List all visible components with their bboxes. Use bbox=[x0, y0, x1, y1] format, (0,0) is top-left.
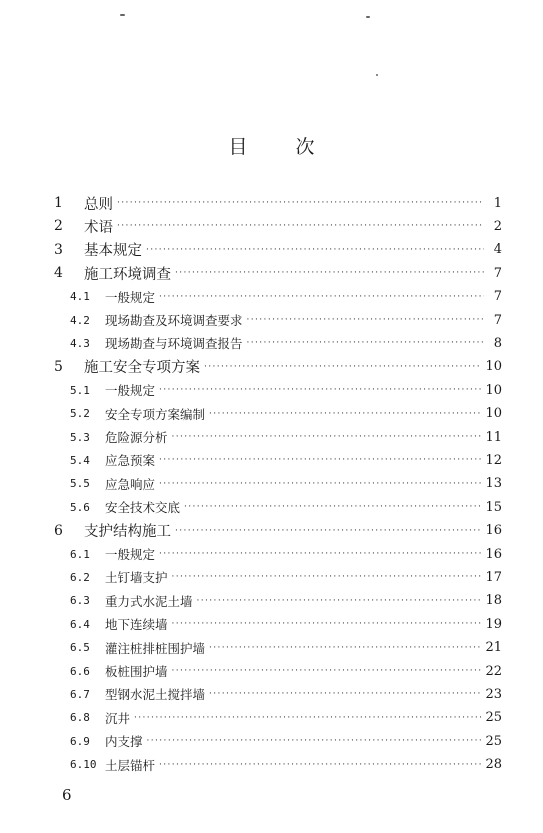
toc-section-entry[interactable] bbox=[70, 683, 502, 705]
toc-entry-number: 6.1 bbox=[70, 547, 90, 561]
toc-entry-page: 25 bbox=[485, 710, 502, 726]
toc-entry-number: 4.1 bbox=[70, 290, 90, 304]
page-title-char-2: 次 bbox=[295, 136, 315, 158]
scan-speck bbox=[366, 16, 370, 18]
dot-leader bbox=[172, 618, 482, 630]
toc-entry-page: 16 bbox=[485, 523, 502, 539]
dot-leader bbox=[172, 571, 482, 583]
toc-section-entry[interactable] bbox=[70, 449, 502, 471]
toc-entry-page: 15 bbox=[485, 499, 502, 515]
dot-leader bbox=[172, 431, 482, 443]
toc-entry-page: 13 bbox=[485, 476, 502, 492]
toc-entry-number: 6.2 bbox=[70, 570, 90, 584]
toc-entry-page: 25 bbox=[485, 733, 502, 749]
toc-entry-number: 4.3 bbox=[70, 336, 90, 350]
toc-chapter-entry[interactable] bbox=[52, 192, 502, 214]
toc-entry-title: 重力式水泥土墙 bbox=[105, 593, 193, 609]
toc-entry-number: 2 bbox=[54, 218, 63, 235]
dot-leader bbox=[117, 220, 484, 232]
dot-leader bbox=[159, 384, 481, 396]
toc-entry-title: 应急预案 bbox=[105, 453, 156, 469]
toc-section-entry[interactable] bbox=[70, 379, 502, 401]
toc-entry-number: 1 bbox=[54, 195, 63, 211]
toc-entry-page: 7 bbox=[493, 312, 502, 328]
toc-entry-title: 板桩围护墙 bbox=[105, 664, 168, 679]
dot-leader bbox=[117, 197, 484, 209]
toc-chapter-entry[interactable] bbox=[52, 356, 502, 378]
toc-entry-number: 3 bbox=[54, 241, 63, 258]
toc-entry-page: 2 bbox=[493, 218, 502, 234]
toc-entry-page: 17 bbox=[485, 569, 502, 585]
dot-leader bbox=[134, 712, 481, 724]
toc-section-entry[interactable] bbox=[70, 473, 502, 495]
toc-entry-number: 4.2 bbox=[70, 313, 90, 327]
dot-leader bbox=[159, 291, 484, 303]
dot-leader bbox=[197, 595, 482, 607]
toc-entry-number: 6 bbox=[54, 522, 63, 539]
toc-section-entry[interactable] bbox=[70, 403, 502, 425]
dot-leader bbox=[209, 642, 481, 654]
toc-entry-page: 22 bbox=[485, 663, 502, 679]
toc-entry-page: 1 bbox=[493, 195, 502, 211]
toc-entry-title: 支护结构施工 bbox=[84, 524, 171, 541]
toc-entry-title: 一般规定 bbox=[105, 289, 156, 305]
dot-leader bbox=[184, 501, 481, 513]
toc-section-entry[interactable] bbox=[70, 660, 502, 682]
toc-section-entry[interactable] bbox=[70, 707, 502, 729]
toc-entry-title: 安全专项方案编制 bbox=[105, 406, 206, 422]
footer-page-number: 6 bbox=[62, 786, 72, 804]
toc-entry-page: 8 bbox=[493, 335, 502, 351]
toc-section-entry[interactable] bbox=[70, 332, 502, 354]
dot-leader bbox=[159, 548, 481, 560]
toc-entry-title: 一般规定 bbox=[105, 547, 156, 562]
dot-leader bbox=[159, 478, 481, 490]
dot-leader bbox=[146, 244, 484, 256]
toc-entry-number: 5.3 bbox=[70, 430, 90, 444]
toc-entry-title: 土层锚杆 bbox=[105, 757, 156, 773]
scan-speck bbox=[376, 74, 378, 76]
toc-entry-page: 4 bbox=[493, 242, 502, 258]
toc-entry-title: 总则 bbox=[84, 196, 113, 213]
dot-leader bbox=[172, 665, 482, 677]
toc-entry-page: 19 bbox=[485, 616, 502, 632]
toc-section-entry[interactable] bbox=[70, 286, 502, 308]
dot-leader bbox=[209, 688, 481, 700]
toc-entry-title: 术语 bbox=[84, 219, 113, 236]
toc-section-entry[interactable] bbox=[70, 309, 502, 331]
toc-entry-title: 应急响应 bbox=[105, 476, 156, 492]
toc-entry-page: 21 bbox=[485, 640, 502, 656]
toc-entry-title: 现场勘查与环境调查报告 bbox=[105, 336, 243, 352]
dot-leader bbox=[247, 314, 484, 326]
toc-section-entry[interactable] bbox=[70, 426, 502, 448]
toc-entry-page: 7 bbox=[493, 265, 502, 281]
toc-chapter-entry[interactable] bbox=[52, 262, 502, 284]
scan-speck bbox=[120, 14, 125, 16]
dot-leader bbox=[247, 337, 484, 349]
toc-section-entry[interactable] bbox=[70, 637, 502, 659]
dot-leader bbox=[175, 525, 481, 537]
toc-entry-page: 10 bbox=[485, 382, 502, 398]
toc-entry-title: 沉井 bbox=[105, 710, 131, 726]
toc-entry-page: 11 bbox=[485, 429, 502, 445]
toc-chapter-entry[interactable] bbox=[52, 520, 502, 542]
toc-entry-number: 5.4 bbox=[70, 453, 90, 467]
toc-entry-page: 12 bbox=[485, 452, 502, 468]
toc-chapter-entry[interactable] bbox=[52, 239, 502, 261]
toc-entry-page: 7 bbox=[493, 289, 502, 305]
dot-leader bbox=[159, 759, 481, 771]
toc-entry-title: 基本规定 bbox=[84, 243, 142, 260]
toc-entry-title: 施工安全专项方案 bbox=[84, 360, 200, 377]
toc-entry-title: 现场勘查及环境调查要求 bbox=[105, 313, 243, 328]
toc-entry-number: 5.1 bbox=[70, 383, 90, 397]
toc-entry-number: 6.5 bbox=[70, 641, 90, 655]
toc-section-entry[interactable] bbox=[70, 543, 502, 565]
toc-section-entry[interactable] bbox=[70, 754, 502, 776]
toc-entry-number: 6.7 bbox=[70, 687, 90, 701]
toc-entry-page: 28 bbox=[485, 757, 502, 773]
dot-leader bbox=[159, 454, 481, 466]
toc-entry-number: 5 bbox=[54, 358, 63, 375]
toc-entry-title: 危险源分析 bbox=[105, 430, 168, 445]
toc-entry-title: 型钢水泥土搅拌墙 bbox=[105, 687, 206, 703]
toc-entry-page: 23 bbox=[485, 686, 502, 702]
toc-section-entry[interactable] bbox=[70, 590, 502, 612]
dot-leader bbox=[147, 735, 482, 747]
toc-entry-title: 地下连续墙 bbox=[105, 617, 168, 633]
toc-entry-number: 5.5 bbox=[70, 477, 90, 491]
toc-entry-number: 6.10 bbox=[70, 758, 97, 772]
toc-entry-number: 6.9 bbox=[70, 734, 90, 748]
toc-entry-page: 18 bbox=[485, 593, 502, 609]
toc-entry-title: 灌注桩排桩围护墙 bbox=[105, 640, 206, 656]
toc-entry-number: 6.6 bbox=[70, 664, 90, 678]
toc-section-entry[interactable] bbox=[70, 730, 502, 752]
dot-leader bbox=[204, 361, 481, 373]
dot-leader bbox=[175, 267, 484, 279]
toc-entry-title: 安全技术交底 bbox=[105, 500, 181, 516]
toc-entry-number: 6.3 bbox=[70, 594, 90, 608]
toc-entry-page: 10 bbox=[485, 406, 502, 422]
toc-entry-title: 一般规定 bbox=[105, 383, 156, 399]
toc-entry-number: 5.2 bbox=[70, 407, 90, 421]
toc-section-entry[interactable] bbox=[70, 613, 502, 635]
toc-chapter-entry[interactable] bbox=[52, 215, 502, 237]
toc-entry-page: 10 bbox=[485, 359, 502, 375]
page-title-char-1: 目 bbox=[228, 136, 248, 158]
toc-entry-number: 6.4 bbox=[70, 617, 90, 631]
toc-section-entry[interactable] bbox=[70, 566, 502, 588]
dot-leader bbox=[209, 408, 481, 420]
toc-entry-title: 施工环境调查 bbox=[84, 266, 171, 283]
toc-entry-title: 土钉墙支护 bbox=[105, 570, 168, 586]
toc-entry-number: 6.8 bbox=[70, 711, 90, 725]
toc-entry-page: 16 bbox=[485, 546, 502, 562]
page-title bbox=[0, 132, 543, 159]
toc-entry-number: 4 bbox=[54, 265, 63, 282]
toc-entry-title: 内支撑 bbox=[105, 734, 143, 750]
toc-section-entry[interactable] bbox=[70, 496, 502, 518]
toc-entry-number: 5.6 bbox=[70, 500, 90, 514]
